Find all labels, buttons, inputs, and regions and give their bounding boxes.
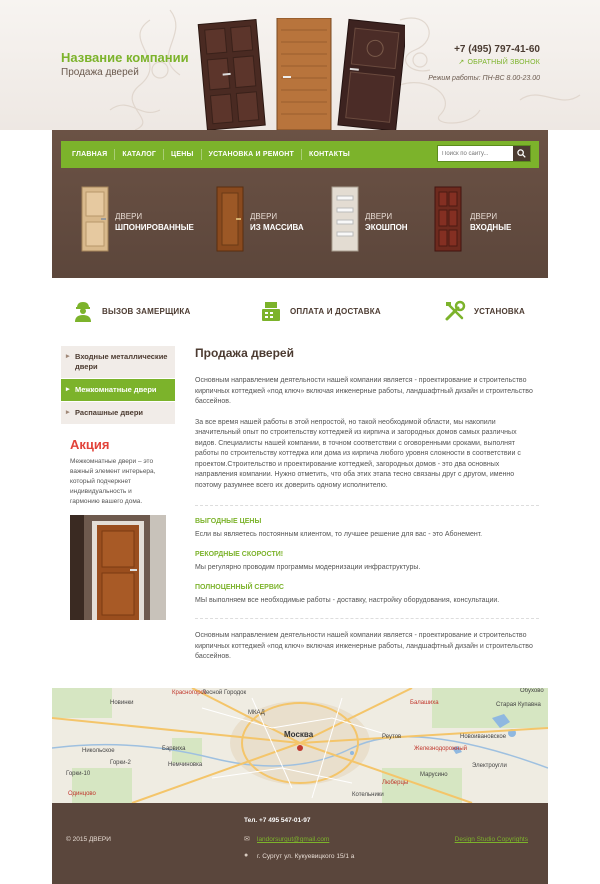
nav-item-prices[interactable]: ЦЕНЫ xyxy=(164,149,202,160)
tools-icon xyxy=(444,300,466,322)
map-label: Старая Купавна xyxy=(496,702,541,708)
map-label: Электроугли xyxy=(472,763,507,769)
search-icon xyxy=(517,149,526,158)
nav-item-home[interactable]: ГЛАВНАЯ xyxy=(65,149,115,160)
main-content xyxy=(195,346,539,673)
feature-title: ВЫГОДНЫЕ ЦЕНЫ xyxy=(195,518,262,525)
footer-address: г. Сургут ул. Кукуевицкого 15/1 а xyxy=(257,853,355,860)
mail-icon: ✉ xyxy=(244,836,250,843)
search-input[interactable] xyxy=(438,146,513,161)
company-tagline: Продажа дверей xyxy=(61,67,139,78)
sidebar-item-entrance-metal[interactable]: ▸ Входные металлические двери xyxy=(61,346,175,379)
header xyxy=(0,0,600,130)
header-doors-image xyxy=(195,18,405,130)
studio-link[interactable]: Design Studio Copyrights xyxy=(454,836,528,843)
callback-link[interactable]: ↗ ОБРАТНЫЙ ЗВОНОК xyxy=(458,58,540,66)
footer xyxy=(52,803,548,884)
cash-register-icon xyxy=(260,300,282,322)
location-map[interactable] xyxy=(52,688,548,803)
catalog-tile-entrance[interactable]: ДВЕРИ ВХОДНЫЕ xyxy=(434,186,534,256)
working-hours: Режим работы: ПН-ВС 8.00-23.00 xyxy=(428,75,540,82)
catalog-tile-solid[interactable]: ДВЕРИ ИЗ МАССИВА xyxy=(216,186,326,256)
intro-paragraph: Основным направлением деятельности нашей компании является - проектирование и строительство кирпичных коттеджей «под ключ» включая инженерные работы, ландшафтный дизайн и строительство бассейнов. xyxy=(195,377,533,405)
interior-door-photo xyxy=(70,515,166,620)
map-label: Немчиновка xyxy=(168,762,203,768)
page-title: Продажа дверей xyxy=(195,346,294,360)
phone-number[interactable]: +7 (495) 797-41-60 xyxy=(454,44,540,55)
map-label: Лесной Городок xyxy=(202,690,247,696)
map-label: Одинцово xyxy=(68,791,96,797)
sidebar-menu xyxy=(61,346,175,425)
eco-door-icon xyxy=(331,186,359,252)
map-label: Марусино xyxy=(420,772,448,778)
map-label: Новоивановское xyxy=(460,734,507,740)
sidebar-item-swing[interactable]: ▸ Распашные двери xyxy=(61,402,175,425)
catalog-tiles xyxy=(61,180,539,268)
map-label: Никольское xyxy=(82,748,115,754)
promo-image[interactable] xyxy=(70,515,166,620)
veneered-door-icon xyxy=(81,186,109,252)
services-row xyxy=(52,278,548,344)
nav-item-installation[interactable]: УСТАНОВКА И РЕМОНТ xyxy=(202,149,302,160)
divider xyxy=(195,618,539,619)
map-label: Реутов xyxy=(382,734,402,740)
feature-text: МЫ выполняем все необходимые работы - доставку, настройку оборудования, консультации. xyxy=(195,597,500,604)
map-label: МКАД xyxy=(248,710,265,716)
map-label: Люберцы xyxy=(382,780,409,786)
search-button[interactable] xyxy=(513,146,530,161)
company-name[interactable]: Название компании xyxy=(61,50,189,65)
catalog-tile-eco[interactable]: ДВЕРИ ЭКОШПОН xyxy=(331,186,441,256)
feature-text: Если вы являетесь постоянным клиентом, то лучшее решение для вас - это Абонемент. xyxy=(195,531,483,538)
nav-item-contacts[interactable]: КОНТАКТЫ xyxy=(309,151,350,158)
solid-door-icon xyxy=(216,186,244,252)
map-label: Москва xyxy=(284,730,314,739)
feature-title: РЕКОРДНЫЕ СКОРОСТИ! xyxy=(195,551,284,558)
worker-icon xyxy=(72,300,94,322)
location-pin-icon: ● xyxy=(244,852,249,859)
service-payment[interactable]: ОПЛАТА И ДОСТАВКА xyxy=(260,300,381,322)
catalog-tile-veneered[interactable]: ДВЕРИ ШПОНИРОВАННЫЕ xyxy=(81,186,201,256)
experience-paragraph: За все время нашей работы в этой непростой, но такой необходимой области, мы накопили значительный опыт по строительству коттеджей из кирпича и загородных домов самых различных видов. Специалисты нашей компании, в точном соответствии с оговоренными сроками, выполнят работы по строительству коттеджа или дома из кирпича любого уровня сложности в соответствии с проектом.Строительство и проектирование коттеджей, загородных домов - это два основных направления компании. Нужно отметить, что оба этих этапа тесно связаны друг с другом, именно поэтому разумнее всего их доверить одному исполнителю. xyxy=(195,418,521,489)
copyright: © 2015 ДВЕРИ xyxy=(66,836,111,843)
service-measure[interactable]: ВЫЗОВ ЗАМЕРЩИКА xyxy=(72,300,190,322)
map-label: Обухово xyxy=(520,688,544,694)
map-label: Балашиха xyxy=(410,700,439,706)
map-label: Красногорск xyxy=(172,690,207,696)
footer-phone[interactable]: Тел. +7 495 547-01-97 xyxy=(244,817,311,824)
feature-text: Мы регулярно проводим программы модернизации инфраструктуры. xyxy=(195,564,421,571)
map-label: Горки-2 xyxy=(110,760,131,766)
promo-title: Акция xyxy=(70,437,110,452)
feature-title: ПОЛНОЦЕННЫЙ СЕРВИС xyxy=(195,584,284,591)
map-label: Горки-10 xyxy=(66,771,91,777)
service-installation[interactable]: УСТАНОВКА xyxy=(444,300,525,322)
promo-text: Межкомнатные двери – это важный элемент интерьера, который подчеркнет индивидуальность и гармонию вашего дома. xyxy=(70,458,156,505)
nav-item-catalog[interactable]: КАТАЛОГ xyxy=(115,149,164,160)
map-label: Железнодорожный xyxy=(414,746,468,752)
map-label: Котельники xyxy=(352,792,384,798)
divider xyxy=(195,505,539,506)
main-nav xyxy=(61,141,539,168)
sidebar-item-interior[interactable]: ▸ Межкомнатные двери xyxy=(61,379,175,402)
entrance-door-icon xyxy=(434,186,462,252)
map-label: Новинки xyxy=(110,700,134,706)
search-box xyxy=(437,145,531,162)
closing-paragraph: Основным направлением деятельности нашей компании является - проектирование и строительство кирпичных коттеджей «под ключ» включая инженерные работы, ландшафтный дизайн и строительство бассейнов. xyxy=(195,632,533,660)
map-label: Барвиха xyxy=(162,746,186,752)
footer-email-link[interactable]: landorsurgut@gmail.com xyxy=(257,836,330,843)
